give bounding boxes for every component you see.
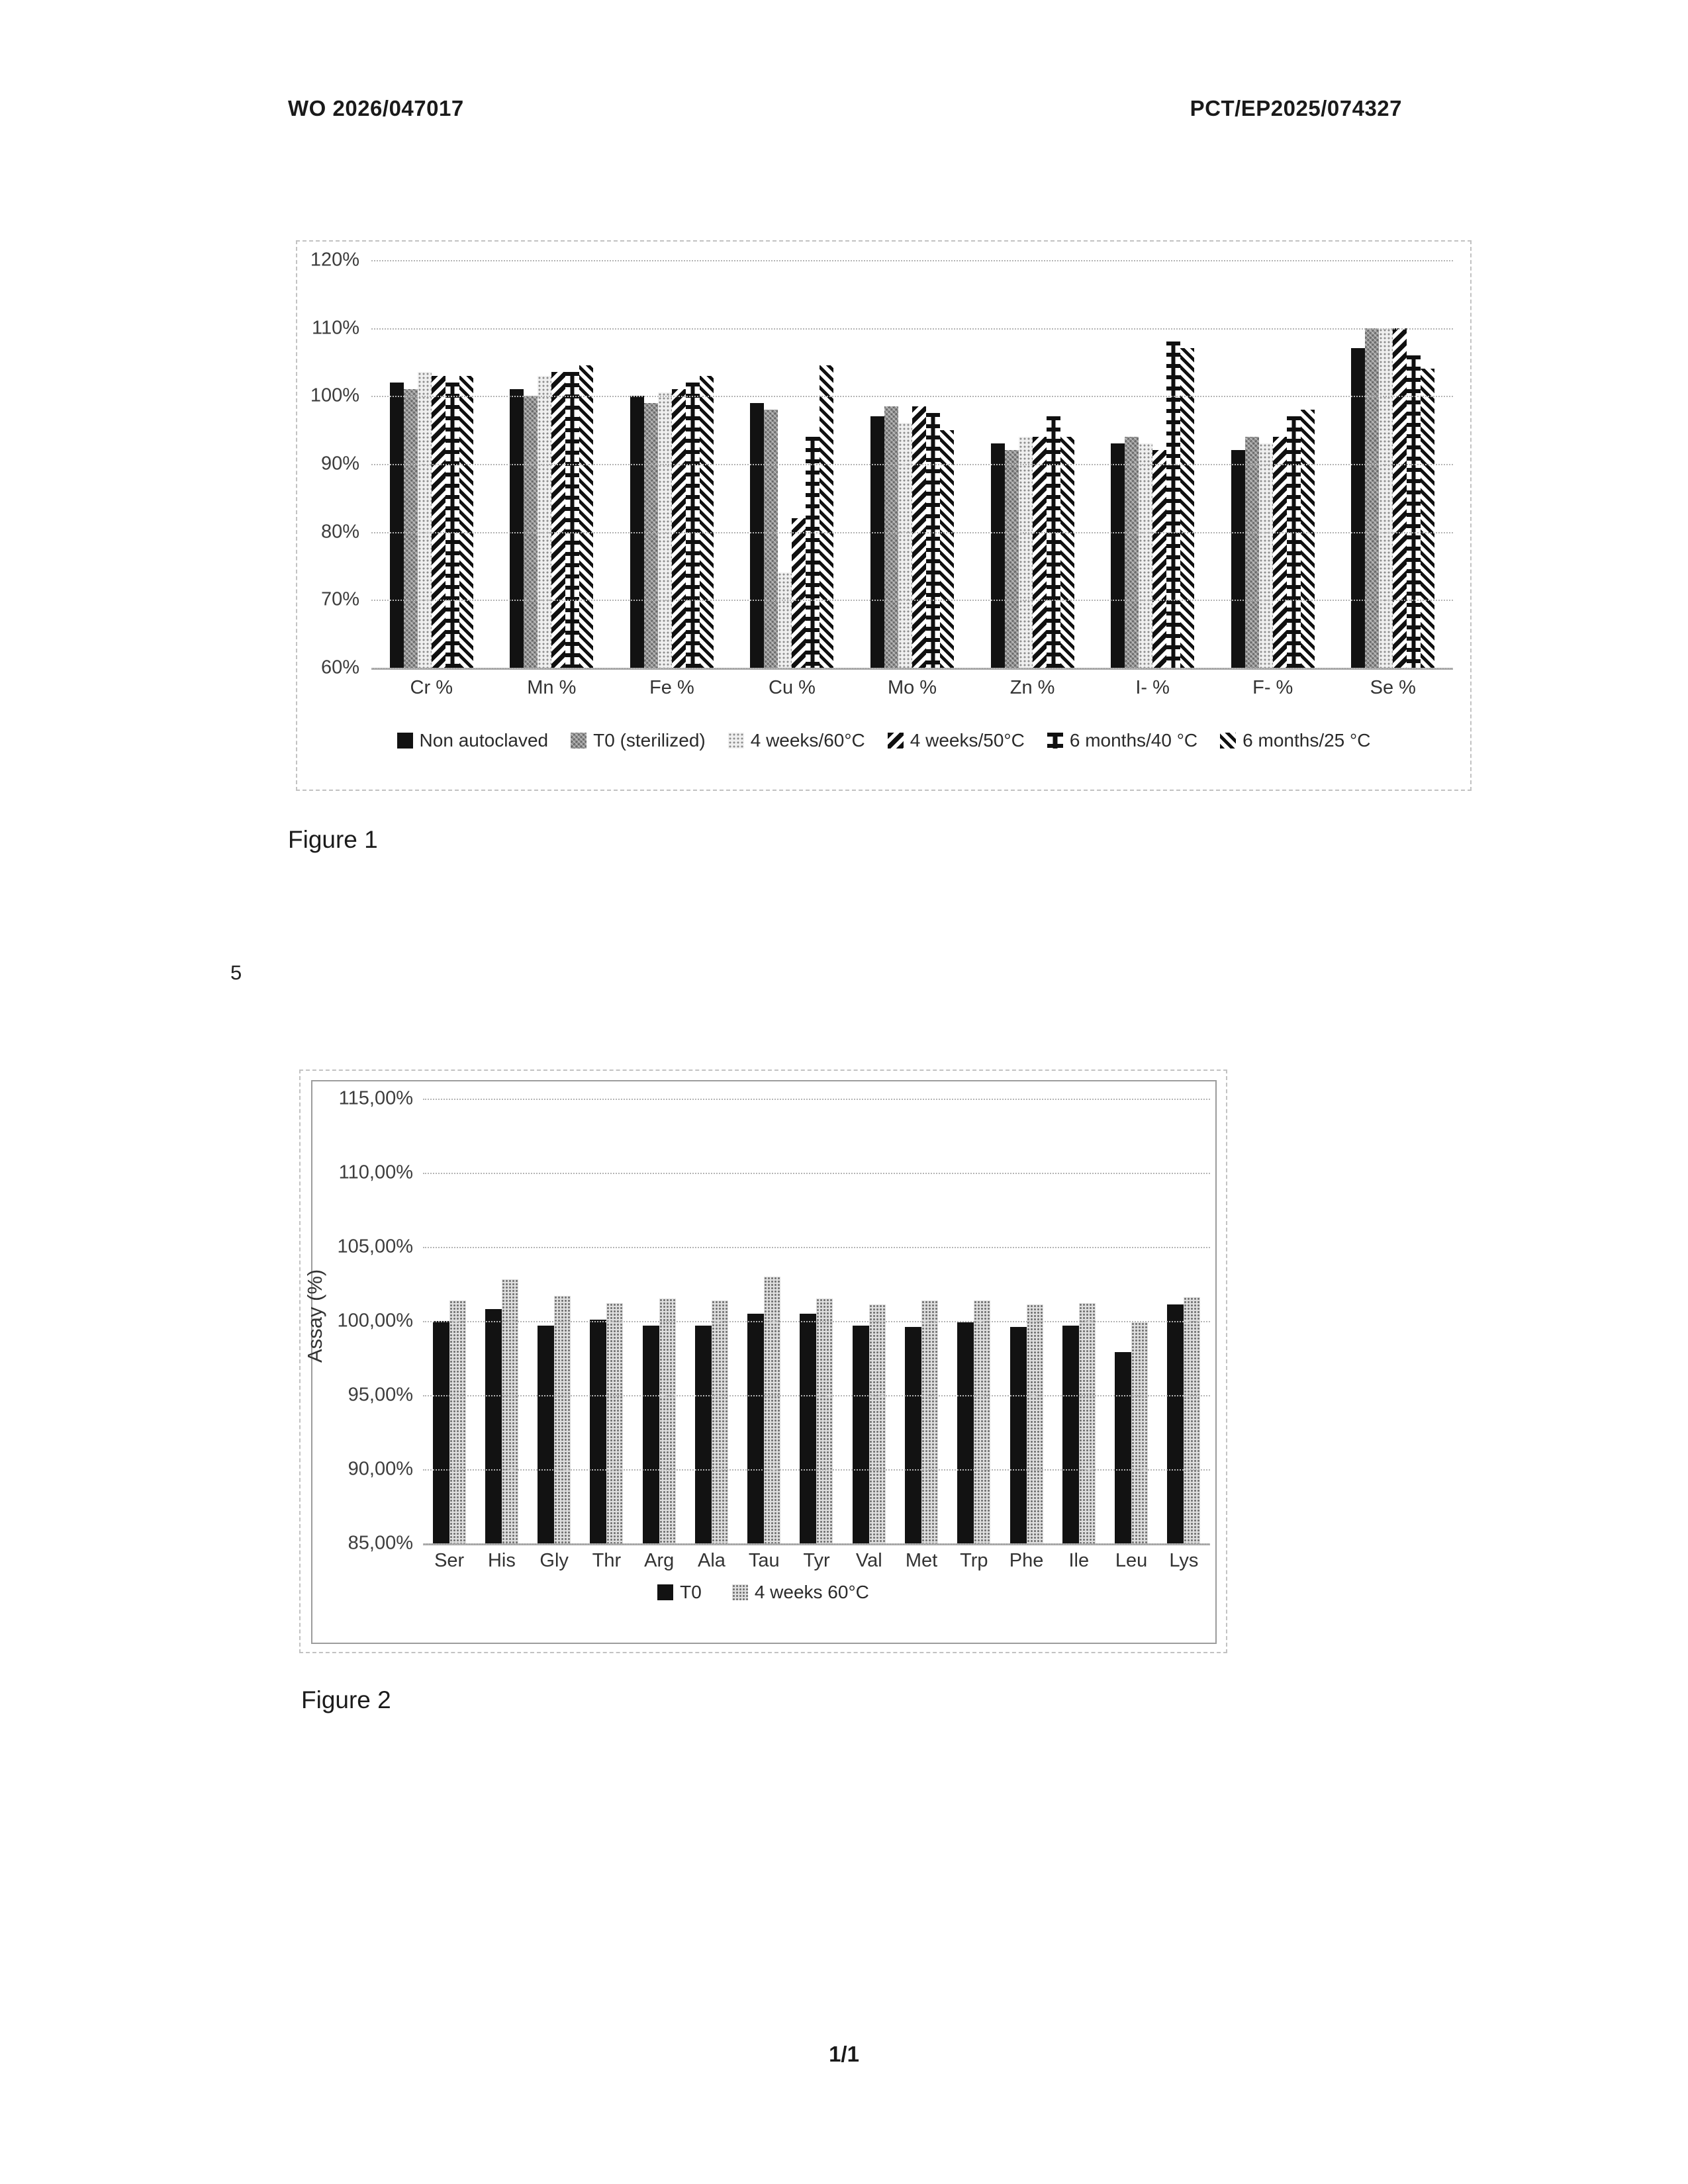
bar-4-weeks-60-c [538, 376, 551, 668]
figure2-caption: Figure 2 [301, 1686, 391, 1713]
gridline [423, 1321, 1210, 1322]
bar-4-weeks-50-c [432, 376, 445, 668]
bar-non-autoclaved [510, 389, 524, 668]
bar-t0 [433, 1321, 449, 1543]
gridline [371, 328, 1453, 330]
bar-4-weeks-60-c [554, 1296, 571, 1543]
x-tick-label: Lys [1169, 1550, 1199, 1571]
bar-6-months-40-c [445, 383, 459, 668]
x-tick-label: Arg [644, 1550, 675, 1571]
bar-6-months-25-c [940, 430, 954, 668]
y-tick-label: 105,00% [337, 1236, 413, 1257]
bar-6-months-40-c [686, 383, 700, 668]
figure1-x-axis-labels [371, 677, 1453, 699]
bar-4-weeks-60-c [869, 1304, 886, 1543]
header-application-number: PCT/EP2025/074327 [1190, 96, 1402, 120]
bar-non-autoclaved [750, 403, 764, 668]
figure1-legend [297, 730, 1470, 751]
x-tick-label: Trp [960, 1550, 988, 1571]
x-tick-label: Cu % [769, 677, 816, 698]
legend-item [1220, 730, 1370, 751]
x-tick-label: Thr [592, 1550, 622, 1571]
y-tick-label: 60% [320, 657, 359, 678]
x-tick-label: Ile [1068, 1550, 1090, 1571]
gridline [371, 600, 1453, 601]
x-tick-label: Cr % [410, 677, 453, 698]
bar-4-weeks-60-c [659, 1298, 676, 1543]
bar-4-weeks-60-c [816, 1298, 833, 1543]
x-tick-label: Val [855, 1550, 882, 1571]
bar-4-weeks-50-c [912, 406, 926, 668]
margin-line-number: 5 [230, 961, 242, 984]
bar-6-months-25-c [700, 376, 714, 668]
bar-6-months-25-c [820, 365, 833, 668]
figure2-x-axis-labels [423, 1550, 1210, 1572]
bar-6-months-25-c [459, 376, 473, 668]
bar-t0 [853, 1326, 869, 1543]
y-tick-label: 80% [320, 521, 359, 543]
x-tick-label: Ala [698, 1550, 726, 1571]
bar-t0-sterilized- [1365, 328, 1379, 668]
bar-6-months-40-c [926, 413, 940, 668]
bar-4-weeks-60-c [1139, 443, 1152, 668]
bar-6-months-40-c [1047, 416, 1060, 668]
bar-4-weeks-50-c [1033, 437, 1047, 668]
bar-4-weeks-60-c [1019, 437, 1033, 668]
gridline [371, 260, 1453, 261]
bar-non-autoclaved [1231, 450, 1245, 668]
bar-4-weeks-60-c [1079, 1303, 1096, 1543]
bar-4-weeks-50-c [672, 389, 686, 668]
y-tick-label: 120% [310, 249, 359, 271]
bar-t0 [695, 1326, 712, 1543]
bar-t0 [800, 1314, 816, 1543]
bar-t0-sterilized- [1245, 437, 1259, 668]
x-tick-label: Ser [434, 1550, 465, 1571]
legend-label: Non autoclaved [419, 730, 549, 751]
bar-6-months-40-c [565, 372, 579, 668]
x-tick-label: Tyr [803, 1550, 830, 1571]
y-tick-label: 70% [320, 588, 359, 610]
bar-non-autoclaved [870, 416, 884, 668]
bar-t0-sterilized- [884, 406, 898, 668]
gridline [423, 1247, 1210, 1248]
bar-4-weeks-50-c [551, 372, 565, 668]
bar-t0 [957, 1322, 974, 1543]
y-tick-label: 110% [311, 317, 359, 339]
y-tick-label: 110,00% [338, 1161, 413, 1183]
bar-t0 [1062, 1326, 1079, 1543]
figure2-y-axis-title: Assay (%) [303, 1269, 326, 1363]
legend-label: 6 months/25 °C [1243, 730, 1371, 751]
x-tick-label: Mo % [887, 677, 937, 698]
gridline [371, 396, 1453, 397]
gridline [371, 464, 1453, 465]
legend-item [397, 730, 549, 751]
legend-swatch-dots-gray [732, 1584, 748, 1600]
legend-swatch-dots-light [728, 733, 744, 749]
bar-4-weeks-60-c [449, 1300, 466, 1543]
x-tick-label: I- % [1135, 677, 1170, 698]
gridline [423, 1395, 1210, 1396]
gridline [371, 532, 1453, 533]
figure2-legend [301, 1582, 1226, 1603]
x-tick-label: Leu [1115, 1550, 1148, 1571]
legend-item [888, 730, 1025, 751]
bar-6-months-25-c [579, 365, 593, 668]
bar-t0-sterilized- [1125, 437, 1139, 668]
bar-non-autoclaved [390, 383, 404, 668]
figure1-bar-chart [296, 240, 1472, 791]
bar-4-weeks-60-c [974, 1300, 990, 1543]
bar-4-weeks-60-c [778, 572, 792, 668]
y-tick-label: 90,00% [348, 1458, 413, 1480]
bar-non-autoclaved [1111, 443, 1125, 668]
bar-6-months-40-c [1287, 416, 1301, 668]
bar-4-weeks-60-c [1379, 328, 1393, 668]
y-tick-label: 85,00% [348, 1532, 413, 1554]
bar-t0-sterilized- [1005, 450, 1019, 668]
figure2-y-axis-labels [326, 1087, 417, 1554]
legend-label: 6 months/40 °C [1069, 730, 1198, 751]
bar-4-weeks-60-c [1131, 1322, 1148, 1543]
legend-item [657, 1582, 702, 1603]
bar-4-weeks-50-c [1273, 437, 1287, 668]
legend-swatch-diag-light [1220, 733, 1236, 749]
legend-label: 4 weeks 60°C [754, 1582, 869, 1602]
legend-label: T0 (sterilized) [593, 730, 706, 751]
bar-6-months-25-c [1060, 437, 1074, 668]
x-tick-label: F- % [1252, 677, 1293, 698]
bar-4-weeks-50-c [1393, 328, 1407, 668]
figure1-caption: Figure 1 [288, 826, 378, 853]
bar-4-weeks-60-c [898, 423, 912, 668]
y-tick-label: 100,00% [337, 1310, 413, 1332]
x-tick-label: Gly [539, 1550, 569, 1571]
x-tick-label: His [487, 1550, 516, 1571]
bar-non-autoclaved [991, 443, 1005, 668]
legend-swatch-gray-cross [571, 733, 586, 749]
gridline [423, 1173, 1210, 1174]
legend-item [1047, 730, 1197, 751]
bar-4-weeks-60-c [1027, 1304, 1043, 1543]
legend-swatch-solid-black [397, 733, 413, 749]
gridline [423, 1543, 1210, 1545]
x-tick-label: Phe [1009, 1550, 1044, 1571]
legend-item [732, 1582, 869, 1603]
x-tick-label: Tau [748, 1550, 780, 1571]
bar-t0 [1115, 1352, 1131, 1543]
bar-4-weeks-60-c [1184, 1297, 1200, 1543]
y-tick-label: 90% [320, 453, 359, 475]
legend-swatch-diag-heavy [888, 733, 904, 749]
x-tick-label: Se % [1370, 677, 1416, 698]
y-tick-label: 100% [310, 385, 359, 406]
figure1-y-axis-labels [297, 249, 363, 678]
bar-4-weeks-50-c [1152, 450, 1166, 668]
bar-4-weeks-60-c [658, 392, 672, 668]
legend-swatch-solid-black [657, 1584, 673, 1600]
bar-t0 [1010, 1327, 1027, 1543]
bar-t0 [747, 1314, 764, 1543]
bar-4-weeks-60-c [606, 1303, 623, 1543]
x-tick-label: Fe % [649, 677, 694, 698]
bar-t0 [905, 1327, 921, 1543]
gridline [371, 668, 1453, 669]
bar-t0 [643, 1326, 659, 1543]
bar-4-weeks-60-c [1259, 443, 1273, 668]
x-tick-label: Zn % [1009, 677, 1055, 698]
bar-4-weeks-60-c [502, 1279, 518, 1543]
bar-4-weeks-60-c [418, 372, 432, 668]
x-tick-label: Met [905, 1550, 938, 1571]
bar-t0 [485, 1309, 502, 1543]
legend-item [571, 730, 706, 751]
legend-label: 4 weeks/50°C [910, 730, 1025, 751]
bar-4-weeks-60-c [712, 1300, 728, 1543]
bar-t0 [538, 1326, 554, 1543]
legend-label: T0 [680, 1582, 702, 1602]
gridline [423, 1469, 1210, 1471]
bar-t0-sterilized- [764, 410, 778, 668]
legend-swatch-ladder [1047, 733, 1063, 749]
bar-6-months-40-c [1407, 355, 1421, 668]
page-number-footer: 1/1 [829, 2042, 859, 2066]
y-tick-label: 95,00% [348, 1384, 413, 1406]
bar-t0 [1167, 1304, 1184, 1543]
bar-t0-sterilized- [644, 403, 658, 668]
legend-label: 4 weeks/60°C [750, 730, 865, 751]
x-tick-label: Mn % [527, 677, 577, 698]
figure1-plot-area [371, 260, 1453, 670]
header-publication-number: WO 2026/047017 [288, 96, 464, 120]
bar-4-weeks-60-c [921, 1300, 938, 1543]
bar-4-weeks-60-c [764, 1277, 780, 1543]
y-tick-label: 115,00% [338, 1087, 413, 1109]
figure2-plot-area [423, 1099, 1210, 1545]
bar-t0-sterilized- [404, 389, 418, 668]
bar-6-months-25-c [1421, 369, 1434, 668]
gridline [423, 1099, 1210, 1100]
bar-6-months-25-c [1301, 410, 1315, 668]
bar-6-months-40-c [806, 437, 820, 668]
figure2-bar-chart [299, 1069, 1227, 1653]
legend-item [728, 730, 865, 751]
bar-t0 [590, 1320, 606, 1543]
bar-4-weeks-50-c [792, 518, 806, 668]
bar-6-months-40-c [1166, 341, 1180, 668]
